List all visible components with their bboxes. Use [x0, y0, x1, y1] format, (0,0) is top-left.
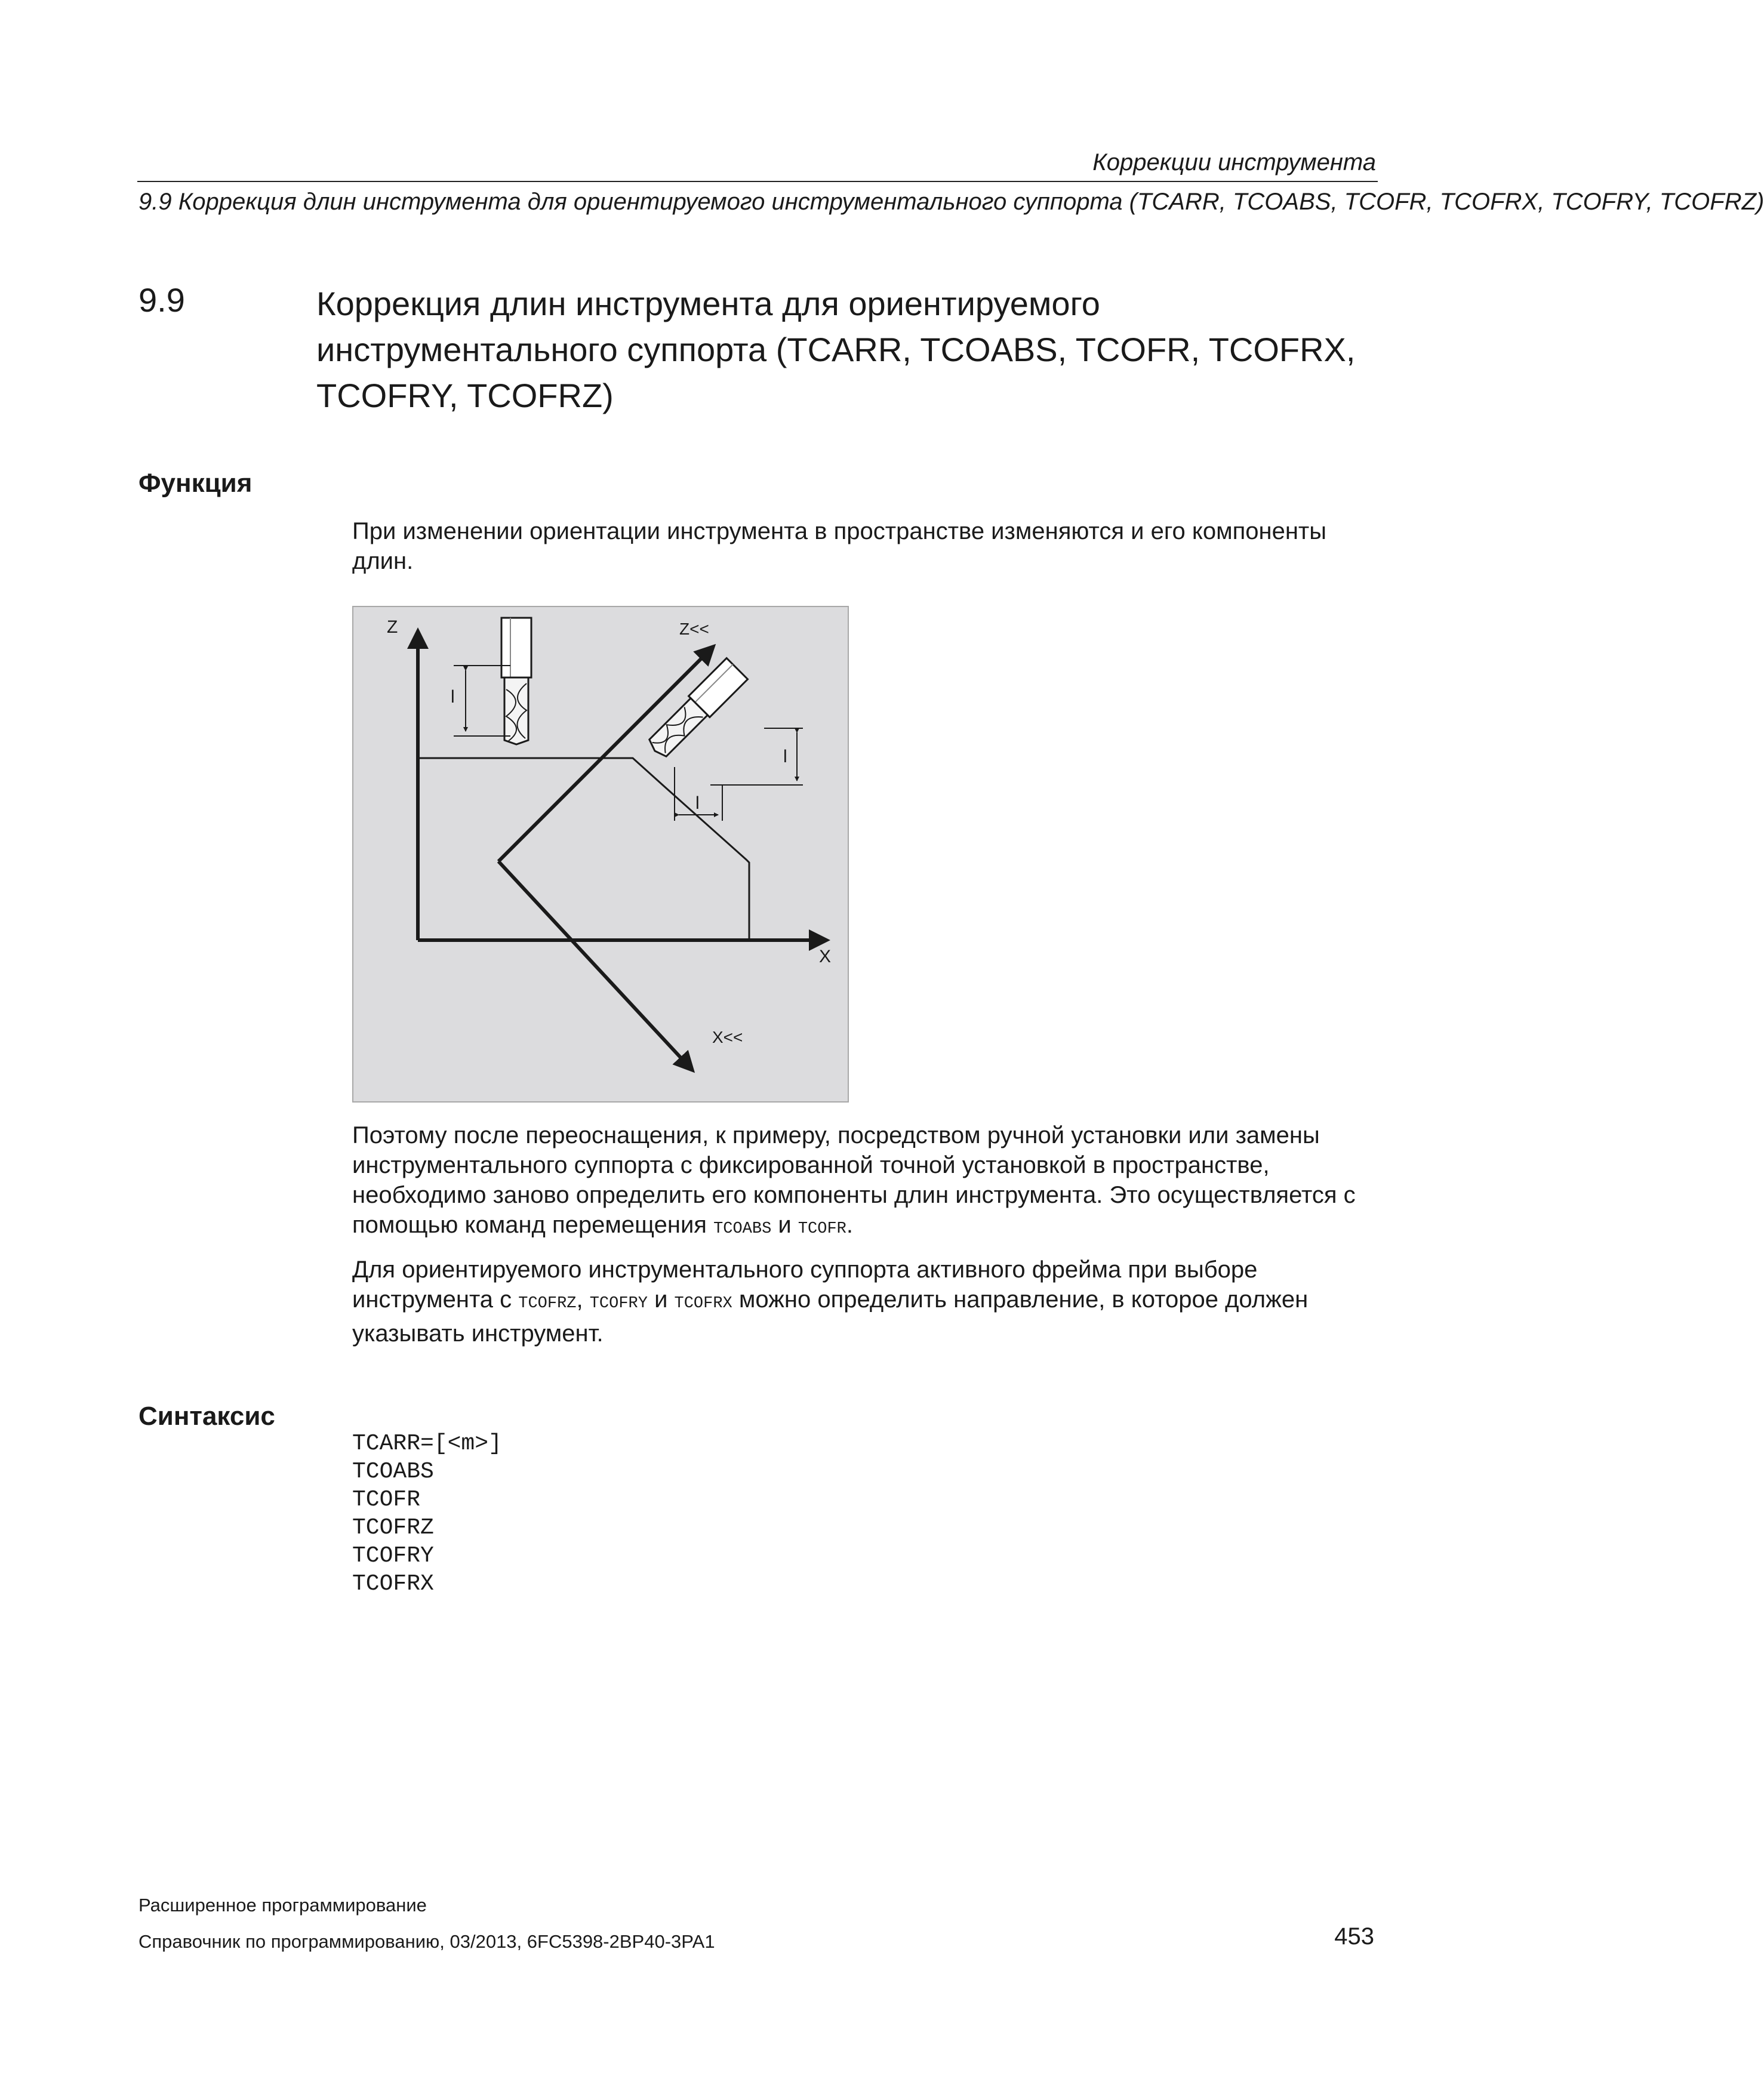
p2-code-tcoabs: TCOABS	[713, 1220, 772, 1238]
tool-orientation-figure	[352, 606, 849, 1103]
function-intro: При изменении ориентации инструмента в пространстве изменяются и его компоненты длин.	[352, 518, 1326, 574]
p2-text: Поэтому после переоснащения, к примеру, посредством ручной установки или замены инструментального суппорта с фиксированной точной установкой в пространстве, необходимо заново определить его компоненты длин инструмента. Это осуществляется с помощью команд перемещения	[352, 1122, 1356, 1238]
label-z-rot: Z<<	[679, 620, 709, 638]
figure-svg	[352, 606, 849, 1103]
p3-code-tcofry: TCOFRY	[589, 1295, 648, 1313]
label-x-rot: X<<	[712, 1028, 743, 1046]
p2-code-tcofr: TCOFR	[798, 1220, 846, 1238]
running-header-section: 9.9 Коррекция длин инструмента для ориентируемого инструментального суппорта (TCARR, TCOABS, TCOFR, TCOFRX, TCOFRY, TCOFRZ)	[138, 189, 1764, 215]
label-z: Z	[387, 617, 398, 637]
section-title: Коррекция длин инструмента для ориентируемого инструментального суппорта (TCARR, TCOABS, TCOFR, TCOFRX, TCOFRY, TCOFRZ)	[316, 285, 1356, 414]
function-paragraph-3	[352, 1255, 1379, 1348]
footer-reference: Справочник по программированию, 03/2013, 6FC5398-2BP40-3PA1	[138, 1931, 715, 1952]
p3-text: Для ориентируемого инструментального суппорта активного фрейма при выборе инструмента с	[352, 1257, 1258, 1313]
vertical-tool-icon	[501, 618, 531, 744]
p3-sep: ,	[576, 1286, 590, 1313]
footer-book-title: Расширенное программирование	[138, 1895, 427, 1916]
page-number: 453	[1334, 1923, 1374, 1950]
function-heading: Функция	[138, 469, 253, 498]
p3-code-tcofrx: TCOFRX	[674, 1295, 732, 1313]
syntax-line: TCOFRY	[352, 1543, 434, 1569]
syntax-line: TCOFRZ	[352, 1515, 434, 1541]
label-l-vertical: l	[451, 687, 455, 707]
label-l-inclined-vertical: l	[783, 747, 787, 766]
syntax-line: TCOABS	[352, 1459, 434, 1485]
section-number: 9.9	[138, 281, 185, 319]
syntax-line: TCARR=[<m>]	[352, 1431, 502, 1456]
p3-and: и	[647, 1286, 675, 1313]
syntax-line: TCOFRX	[352, 1571, 434, 1597]
p3-end: можно определить направление, в которое должен указывать инструмент.	[352, 1286, 1309, 1347]
figure-background	[353, 606, 848, 1102]
label-l-inclined-horizontal: l	[695, 793, 700, 813]
running-header-chapter: Коррекции инструмента	[1092, 149, 1376, 175]
p2-end: .	[846, 1212, 853, 1238]
syntax-block	[352, 1430, 502, 1598]
label-x: X	[819, 947, 832, 966]
header-rule	[137, 181, 1378, 182]
p3-code-tcofrz: TCOFRZ	[518, 1295, 577, 1313]
syntax-heading: Синтаксис	[138, 1402, 275, 1431]
syntax-line: TCOFR	[352, 1487, 421, 1513]
p2-and: и	[771, 1212, 798, 1238]
function-paragraph-2	[352, 1120, 1379, 1244]
